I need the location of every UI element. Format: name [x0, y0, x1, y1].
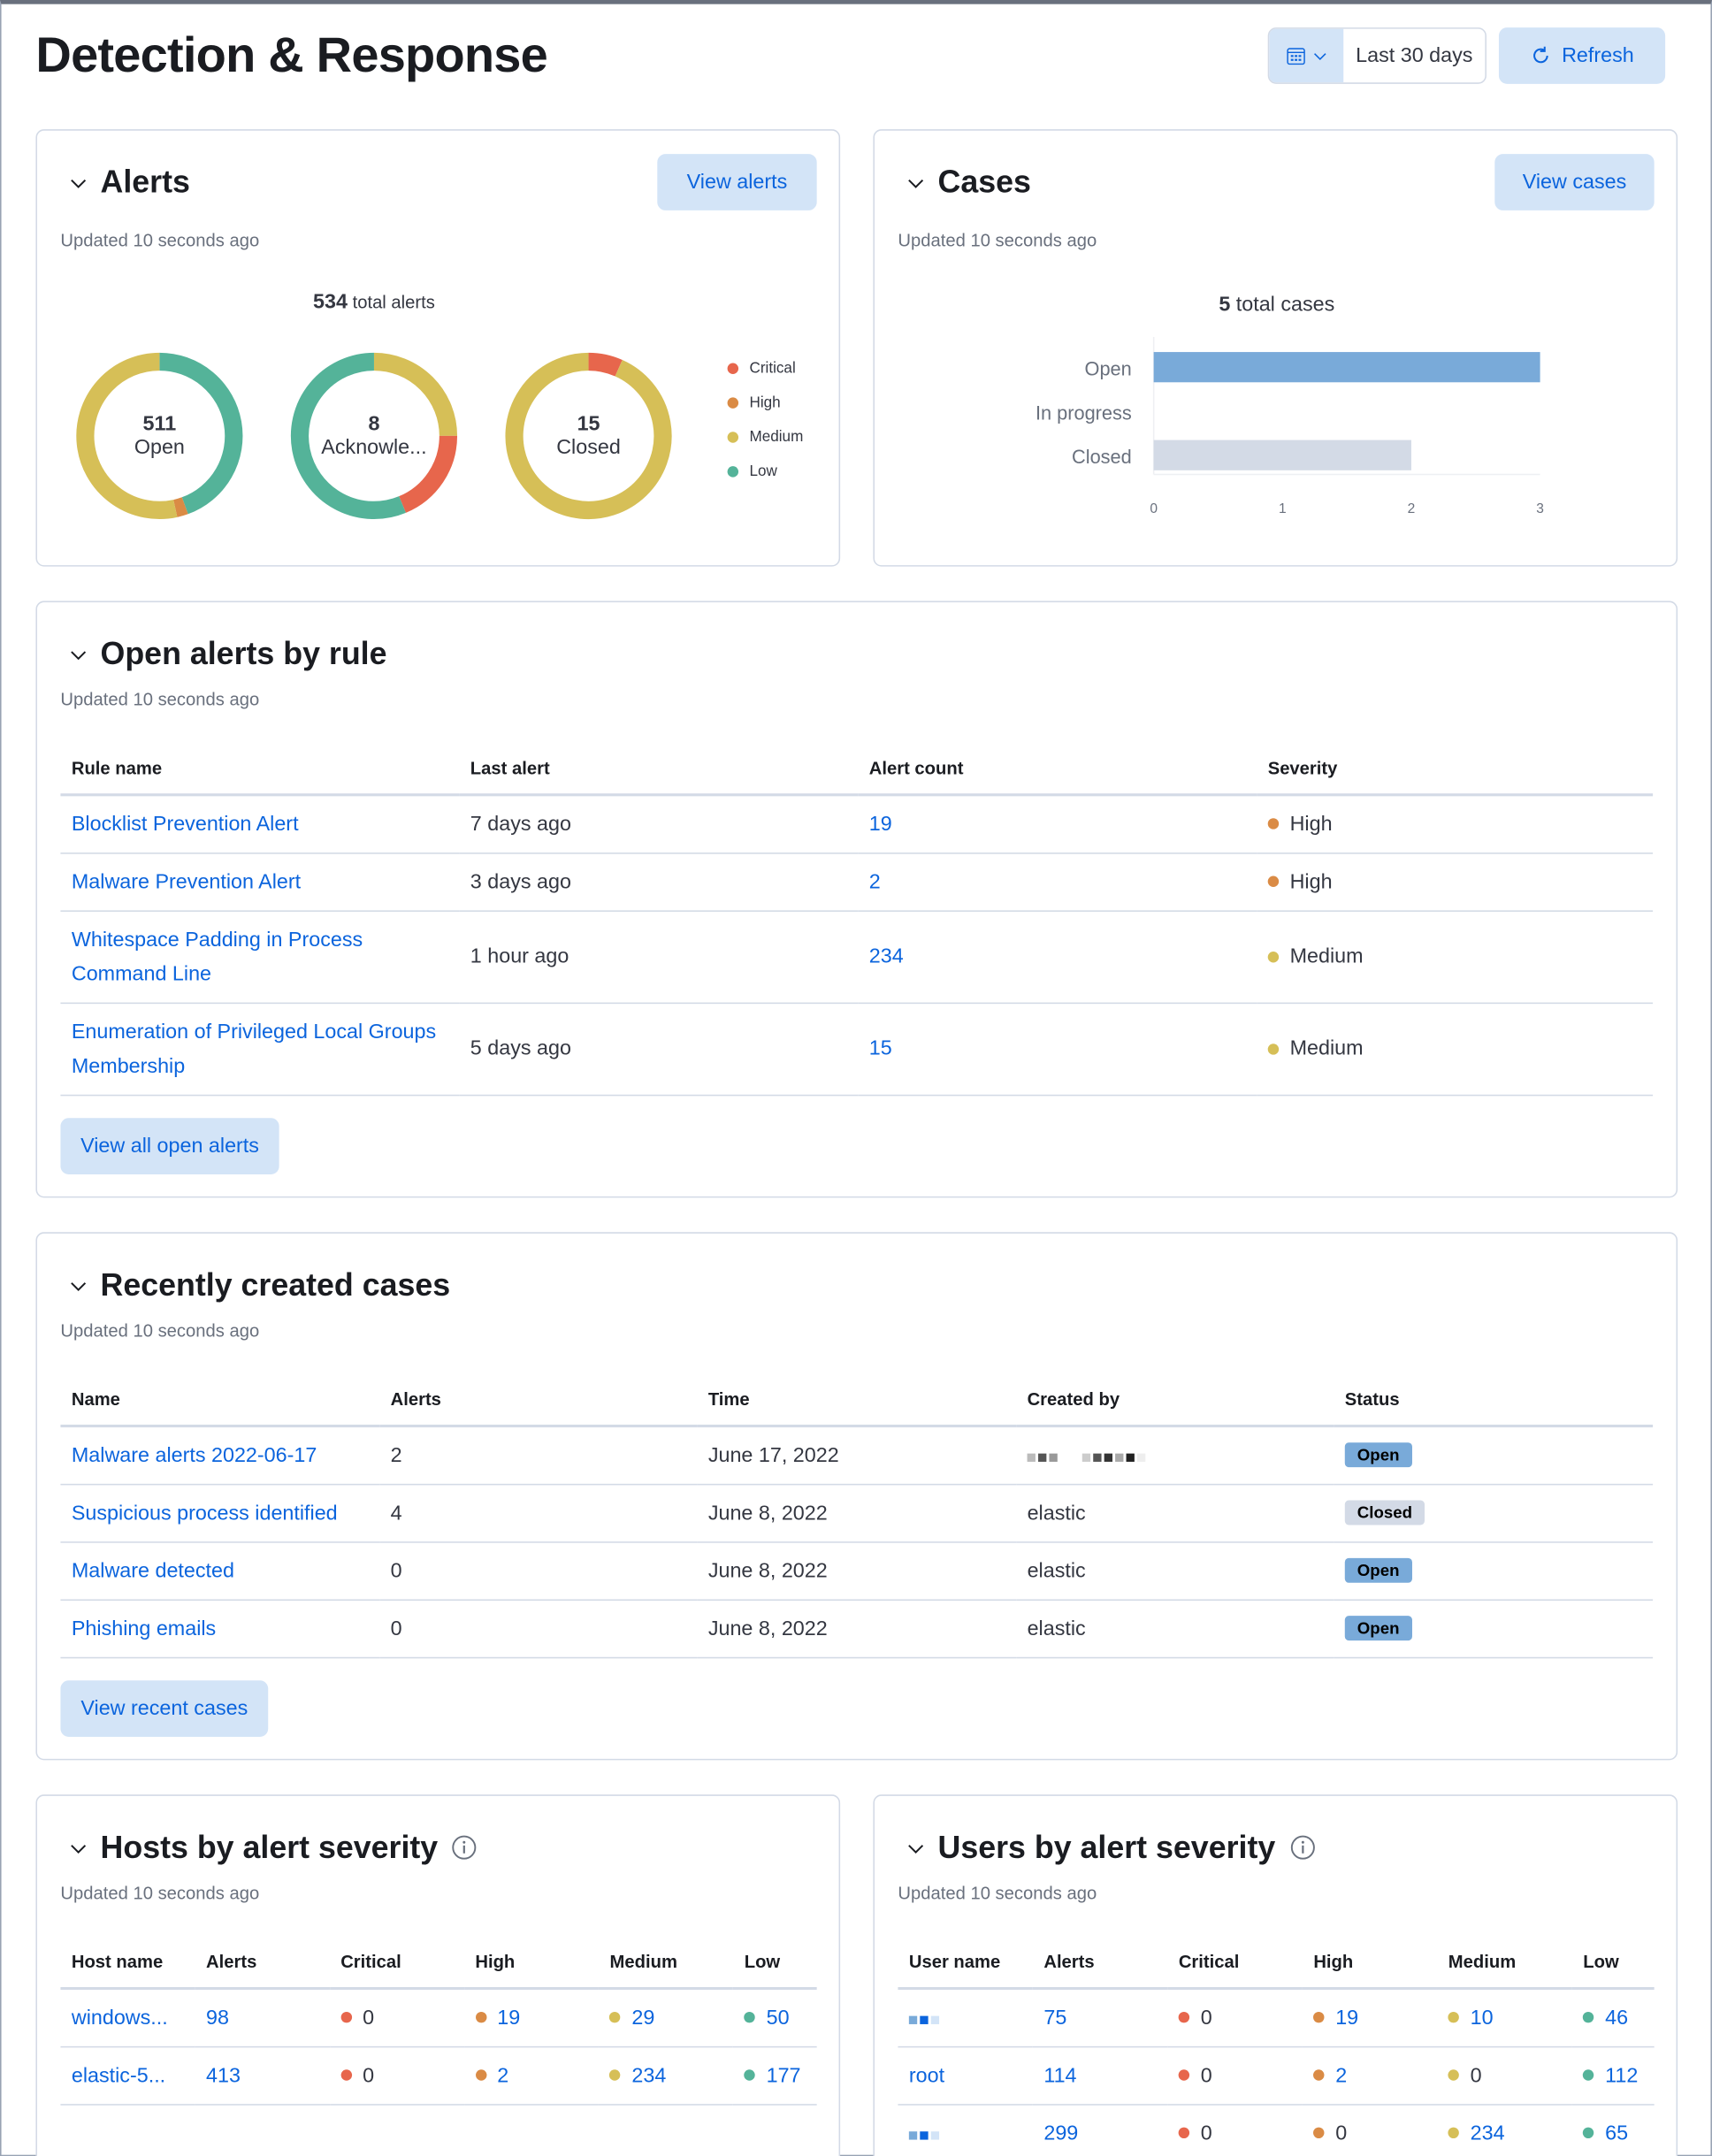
users-table	[898, 1936, 1654, 2156]
severity-legend	[728, 351, 804, 488]
category-label: In progress	[1035, 401, 1132, 424]
recent-cases-panel	[35, 1232, 1678, 1760]
column-header[interactable]: Low	[1572, 1936, 1655, 1988]
legend-critical[interactable]: Critical	[728, 351, 804, 386]
chevron-down-icon	[70, 1839, 87, 1856]
donut-label: Closed	[556, 435, 621, 460]
status-badge: Open	[1345, 1616, 1412, 1640]
column-header[interactable]: High	[464, 1936, 599, 1988]
category-label: Closed	[1072, 446, 1132, 469]
status-badge: Open	[1345, 1443, 1412, 1468]
column-header[interactable]: Medium	[599, 1936, 733, 1988]
table-row	[898, 2046, 1654, 2104]
critical-dot-icon	[340, 2069, 351, 2080]
medium-dot-icon	[1448, 2012, 1459, 2022]
legend-medium[interactable]: Medium	[728, 419, 804, 454]
alerts-panel	[35, 129, 840, 566]
chevron-down-icon	[907, 1839, 924, 1856]
total-cases-count: 5	[1219, 293, 1231, 317]
high-dot-icon	[1313, 2069, 1324, 2080]
case-link[interactable]: Suspicious process identified	[71, 1501, 338, 1525]
donut-count: 15	[577, 412, 600, 436]
alerts-count: 4	[379, 1484, 697, 1541]
updated-text: Updated 10 seconds ago	[898, 229, 1097, 251]
entity-link[interactable]: elastic-5...	[71, 2063, 166, 2087]
critical-count: 0	[363, 2063, 375, 2087]
high-dot-icon	[1313, 2128, 1324, 2138]
total-cases-label: total cases	[1235, 293, 1335, 317]
hosts-toggle[interactable]	[70, 1829, 478, 1866]
legend-high[interactable]: High	[728, 385, 804, 419]
category-label: Open	[1084, 357, 1132, 380]
critical-dot-icon	[1179, 2012, 1189, 2022]
table-row	[60, 2046, 816, 2104]
case-time: June 17, 2022	[697, 1426, 1016, 1484]
severity: Medium	[1289, 1036, 1364, 1060]
chevron-down-icon	[907, 174, 924, 191]
severity: High	[1289, 812, 1333, 837]
critical-dot-icon	[340, 2012, 351, 2022]
page-title: Detection & Response	[35, 26, 548, 83]
critical-dot-icon	[1179, 2128, 1189, 2138]
high-count[interactable]: 2	[1335, 2063, 1348, 2087]
open-alerts-table	[60, 743, 1653, 1096]
column-header[interactable]: Critical	[330, 1936, 464, 1988]
case-time: June 8, 2022	[697, 1599, 1016, 1656]
legend-low[interactable]: Low	[728, 454, 804, 488]
hosts-panel	[35, 1794, 840, 2156]
medium-dot-icon	[1448, 2069, 1459, 2080]
users-panel	[873, 1794, 1678, 2156]
panel-title: Recently created cases	[100, 1266, 451, 1303]
donut-closed[interactable]	[503, 351, 674, 522]
medium-count[interactable]: 234	[631, 2063, 667, 2087]
x-tick-label: 0	[1150, 501, 1158, 517]
date-picker[interactable]	[1268, 27, 1487, 84]
high-dot-icon	[475, 2069, 485, 2080]
rule-link[interactable]: Whitespace Padding in Process Command Line	[71, 927, 363, 986]
alerts-count: 0	[379, 1599, 697, 1656]
alert-count-link[interactable]: 19	[868, 812, 892, 837]
panel-title: Hosts by alert severity	[100, 1829, 439, 1865]
column-header[interactable]: Medium	[1437, 1936, 1571, 1988]
table-row	[898, 1989, 1654, 2046]
column-header[interactable]: Severity	[1257, 743, 1653, 795]
total-alerts-label: total alerts	[352, 291, 435, 312]
rule-link[interactable]: Malware Prevention Alert	[71, 869, 302, 893]
column-header[interactable]: Last alert	[459, 743, 858, 795]
column-header[interactable]: Low	[733, 1936, 816, 1988]
date-range-value[interactable]: Last 30 days	[1356, 43, 1473, 68]
column-header[interactable]: Time	[697, 1373, 1016, 1426]
redacted-avatar	[909, 2015, 939, 2023]
alerts-link[interactable]: 98	[206, 2006, 229, 2030]
column-header[interactable]: Name	[60, 1373, 379, 1426]
recent-cases-toggle[interactable]	[70, 1266, 450, 1304]
severity: High	[1289, 869, 1333, 893]
redacted-avatar	[909, 2130, 939, 2138]
view-alerts-button[interactable]: View alerts	[657, 154, 816, 210]
panel-title: Users by alert severity	[937, 1829, 1276, 1865]
cases-bar-chart	[875, 337, 1679, 530]
table-row	[60, 910, 1653, 1002]
case-link[interactable]: Malware detected	[71, 1558, 234, 1583]
refresh-label: Refresh	[1562, 43, 1634, 68]
low-count[interactable]: 50	[766, 2006, 790, 2030]
donut-count: 8	[368, 412, 380, 436]
high-count[interactable]: 2	[497, 2063, 509, 2087]
updated-text: Updated 10 seconds ago	[60, 229, 260, 251]
total-cases	[875, 293, 1679, 316]
case-link[interactable]: Malware alerts 2022-06-17	[71, 1443, 317, 1467]
severity: Medium	[1289, 944, 1364, 968]
column-header[interactable]: Alerts	[379, 1373, 697, 1426]
column-header[interactable]: Alerts	[195, 1936, 330, 1988]
medium-dot-icon	[1448, 2128, 1459, 2138]
column-header[interactable]: Alerts	[1033, 1936, 1167, 1988]
status-badge: Open	[1345, 1558, 1412, 1583]
high-dot-icon	[475, 2012, 485, 2022]
table-row	[60, 1599, 1653, 1656]
calendar-icon	[1286, 45, 1306, 65]
alerts-link[interactable]: 114	[1043, 2063, 1077, 2087]
critical-count: 0	[1200, 2063, 1212, 2087]
alert-count-link[interactable]: 2	[868, 869, 881, 893]
created-by: elastic	[1027, 1558, 1086, 1583]
severity-dot-icon	[1268, 1043, 1279, 1053]
severity-dot-icon	[1268, 876, 1279, 887]
table-row	[60, 1426, 1653, 1484]
last-alert: 7 days ago	[459, 795, 858, 852]
alerts-toggle[interactable]	[70, 164, 190, 201]
column-header[interactable]: Alert count	[858, 743, 1257, 795]
cases-panel	[873, 129, 1678, 566]
critical-dot-icon	[1179, 2069, 1189, 2080]
critical-count: 0	[363, 2006, 375, 2030]
last-alert: 3 days ago	[459, 852, 858, 910]
donut-open[interactable]	[74, 351, 245, 522]
updated-text: Updated 10 seconds ago	[60, 1319, 260, 1342]
high-count[interactable]: 19	[497, 2006, 521, 2030]
low-dot-icon	[1583, 2012, 1594, 2022]
critical-count: 0	[1200, 2006, 1212, 2030]
low-count[interactable]: 65	[1605, 2121, 1629, 2145]
status-badge: Closed	[1345, 1501, 1425, 1525]
case-time: June 8, 2022	[697, 1541, 1016, 1599]
low-count[interactable]: 177	[766, 2063, 801, 2087]
table-row	[60, 1989, 816, 2046]
donut-label: Acknowle...	[321, 435, 427, 460]
donut-label: Open	[134, 435, 185, 460]
refresh-icon	[1530, 45, 1550, 65]
severity-dot-icon	[1268, 819, 1279, 830]
hosts-table	[60, 1936, 816, 2104]
x-tick-label: 2	[1407, 501, 1416, 517]
entity-link[interactable]: windows...	[71, 2006, 168, 2030]
cases-toggle[interactable]	[907, 164, 1031, 201]
info-icon[interactable]	[1289, 1834, 1316, 1861]
total-alerts-count: 534	[313, 290, 348, 314]
donut-count: 511	[142, 412, 177, 436]
view-recent-cases-button[interactable]: View recent cases	[60, 1680, 268, 1737]
users-toggle[interactable]	[907, 1829, 1315, 1866]
view-cases-button[interactable]: View cases	[1494, 154, 1654, 210]
chevron-down-icon	[1313, 49, 1327, 63]
created-by: elastic	[1027, 1616, 1086, 1640]
column-header[interactable]: Created by	[1016, 1373, 1334, 1426]
alerts-count: 2	[379, 1426, 697, 1484]
high-count[interactable]: 19	[1335, 2006, 1359, 2030]
chevron-down-icon	[70, 646, 87, 662]
case-link[interactable]: Phishing emails	[71, 1616, 217, 1640]
alerts-link[interactable]: 299	[1043, 2121, 1079, 2145]
view-all-open-alerts-button[interactable]: View all open alerts	[60, 1118, 279, 1174]
total-alerts	[37, 290, 711, 313]
open-alerts-toggle[interactable]	[70, 635, 386, 672]
updated-text: Updated 10 seconds ago	[898, 1882, 1097, 1904]
donut-acknowledged[interactable]	[289, 351, 460, 522]
column-header[interactable]: User name	[898, 1936, 1032, 1988]
recent-cases-table	[60, 1373, 1653, 1657]
medium-dot-icon	[610, 2012, 621, 2022]
redacted-avatar	[1028, 1453, 1146, 1461]
table-row	[60, 1541, 1653, 1599]
bar-closed[interactable]	[1154, 440, 1411, 470]
column-header[interactable]: Status	[1334, 1373, 1653, 1426]
low-count[interactable]: 46	[1605, 2006, 1629, 2030]
critical-count: 0	[1200, 2121, 1212, 2145]
alerts-link[interactable]: 75	[1043, 2006, 1067, 2030]
low-dot-icon	[745, 2069, 755, 2080]
high-dot-icon	[1313, 2012, 1324, 2022]
x-tick-label: 1	[1278, 501, 1287, 517]
entity-link[interactable]: root	[908, 2063, 945, 2087]
created-by: elastic	[1027, 1501, 1086, 1525]
last-alert: 1 hour ago	[459, 910, 858, 1002]
updated-text: Updated 10 seconds ago	[60, 1882, 260, 1904]
low-dot-icon	[1583, 2128, 1594, 2138]
column-header[interactable]: Host name	[60, 1936, 195, 1988]
panel-title: Open alerts by rule	[100, 635, 387, 671]
alert-count-link[interactable]: 15	[868, 1036, 892, 1060]
table-row	[60, 1484, 1653, 1541]
low-count[interactable]: 112	[1605, 2063, 1639, 2087]
info-icon[interactable]	[452, 1834, 478, 1861]
severity-dot-icon	[1268, 951, 1279, 961]
column-header[interactable]: High	[1303, 1936, 1437, 1988]
updated-text: Updated 10 seconds ago	[60, 689, 260, 710]
column-header[interactable]: Critical	[1167, 1936, 1302, 1988]
medium-dot-icon	[610, 2069, 621, 2080]
low-dot-icon	[1583, 2069, 1594, 2080]
column-header[interactable]: Rule name	[60, 743, 459, 795]
panel-title: Alerts	[100, 164, 190, 200]
table-row	[898, 2104, 1654, 2156]
medium-count[interactable]: 10	[1470, 2006, 1494, 2030]
rule-link[interactable]: Blocklist Prevention Alert	[71, 812, 299, 837]
medium-count: 0	[1470, 2063, 1482, 2087]
alert-count-link[interactable]: 234	[868, 944, 904, 968]
chevron-down-icon	[70, 1277, 87, 1294]
table-row	[60, 1003, 1653, 1095]
refresh-button[interactable]	[1499, 27, 1665, 84]
medium-count[interactable]: 234	[1470, 2121, 1505, 2145]
rule-link[interactable]: Enumeration of Privileged Local Groups Membership	[71, 1020, 437, 1078]
medium-count[interactable]: 29	[631, 2006, 655, 2030]
table-row	[60, 795, 1653, 852]
alerts-count: 0	[379, 1541, 697, 1599]
panel-title: Cases	[937, 164, 1031, 200]
last-alert: 5 days ago	[459, 1003, 858, 1095]
high-count: 0	[1335, 2121, 1348, 2145]
x-tick-label: 3	[1536, 501, 1544, 517]
open-alerts-by-rule-panel	[35, 601, 1678, 1198]
table-row	[60, 852, 1653, 910]
low-dot-icon	[745, 2012, 755, 2022]
alerts-link[interactable]: 413	[206, 2063, 241, 2087]
calendar-button[interactable]	[1269, 29, 1343, 83]
case-time: June 8, 2022	[697, 1484, 1016, 1541]
chevron-down-icon	[70, 174, 87, 191]
bar-open[interactable]	[1154, 352, 1540, 382]
